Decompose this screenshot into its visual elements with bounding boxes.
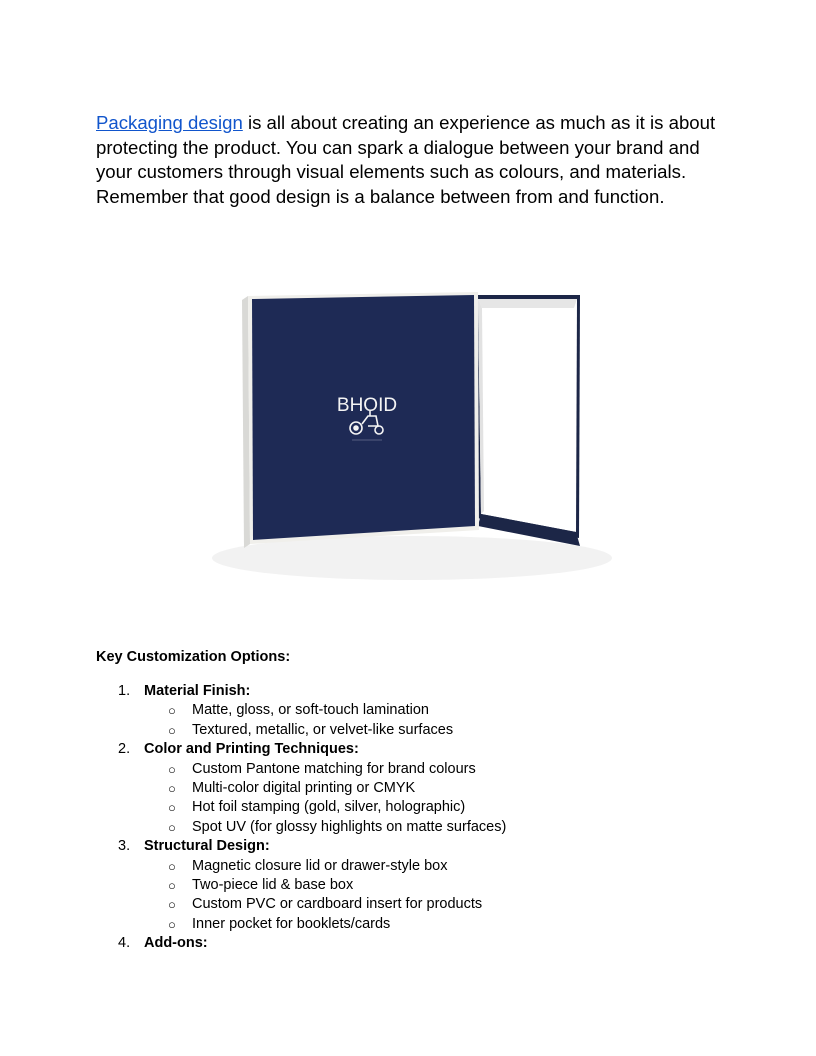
option-label: Add-ons: <box>144 935 208 952</box>
option-subitem-text: Spot UV (for glossy highlights on matte surfaces) <box>192 818 507 835</box>
option-subitem <box>96 760 736 779</box>
option-subitem <box>96 857 736 876</box>
hollow-bullet-icon: ○ <box>168 858 176 874</box>
option-subitem-text: Inner pocket for booklets/cards <box>192 915 391 932</box>
key-options-heading: Key Customization Options: <box>96 649 291 665</box>
option-number: 2. <box>118 741 131 758</box>
hollow-bullet-icon: ○ <box>168 761 176 777</box>
hollow-bullet-icon: ○ <box>168 819 176 835</box>
bhoid-logo: BHOID <box>336 395 398 416</box>
option-subitem-text: Matte, gloss, or soft-touch lamination <box>192 702 429 719</box>
option-number: 4. <box>118 935 131 952</box>
option-subitem <box>96 798 736 817</box>
option-item <box>96 740 736 759</box>
option-number: 3. <box>118 838 131 855</box>
intro-text: is all about creating an experience as much as it is about protecting the product. You can spark a dialogue between your brand and your customers through visual elements such as colours, and materials. Remember that good design is a balance between from and function. <box>96 112 716 207</box>
hollow-bullet-icon: ○ <box>168 897 176 913</box>
option-label: Structural Design: <box>144 838 270 855</box>
hollow-bullet-icon: ○ <box>168 703 176 719</box>
option-subitem <box>96 779 736 798</box>
hollow-bullet-icon: ○ <box>168 722 176 738</box>
option-subitem-text: Custom Pantone matching for brand colours <box>192 760 476 777</box>
hollow-bullet-icon: ○ <box>168 916 176 932</box>
option-item <box>96 934 736 953</box>
customization-options-list <box>96 682 736 953</box>
box-lid-face <box>252 295 475 540</box>
option-subitem <box>96 818 736 837</box>
option-subitem-text: Two-piece lid & base box <box>192 876 354 893</box>
option-label: Material Finish: <box>144 683 251 699</box>
packaging-design-link[interactable]: Packaging design <box>96 112 243 133</box>
option-label: Color and Printing Techniques: <box>144 741 359 758</box>
intro-paragraph <box>96 111 736 209</box>
option-subitem <box>96 876 736 895</box>
option-item <box>96 682 736 701</box>
option-subitem-text: Multi-color digital printing or CMYK <box>192 779 416 796</box>
hollow-bullet-icon: ○ <box>168 877 176 893</box>
option-subitem-text: Magnetic closure lid or drawer-style box <box>192 857 448 874</box>
box-base-interior <box>478 299 577 532</box>
option-subitem-text: Textured, metallic, or velvet-like surfaces <box>192 721 454 738</box>
packaging-box-image <box>182 228 638 626</box>
option-item <box>96 837 736 856</box>
option-subitem <box>96 721 736 740</box>
option-subitem-text: Hot foil stamping (gold, silver, holographic) <box>192 799 466 816</box>
hollow-bullet-icon: ○ <box>168 800 176 816</box>
option-subitem <box>96 915 736 934</box>
option-subitem <box>96 895 736 914</box>
hollow-bullet-icon: ○ <box>168 780 176 796</box>
option-subitem-text: Custom PVC or cardboard insert for products <box>192 896 483 913</box>
option-number: 1. <box>118 683 131 699</box>
option-subitem <box>96 701 736 720</box>
